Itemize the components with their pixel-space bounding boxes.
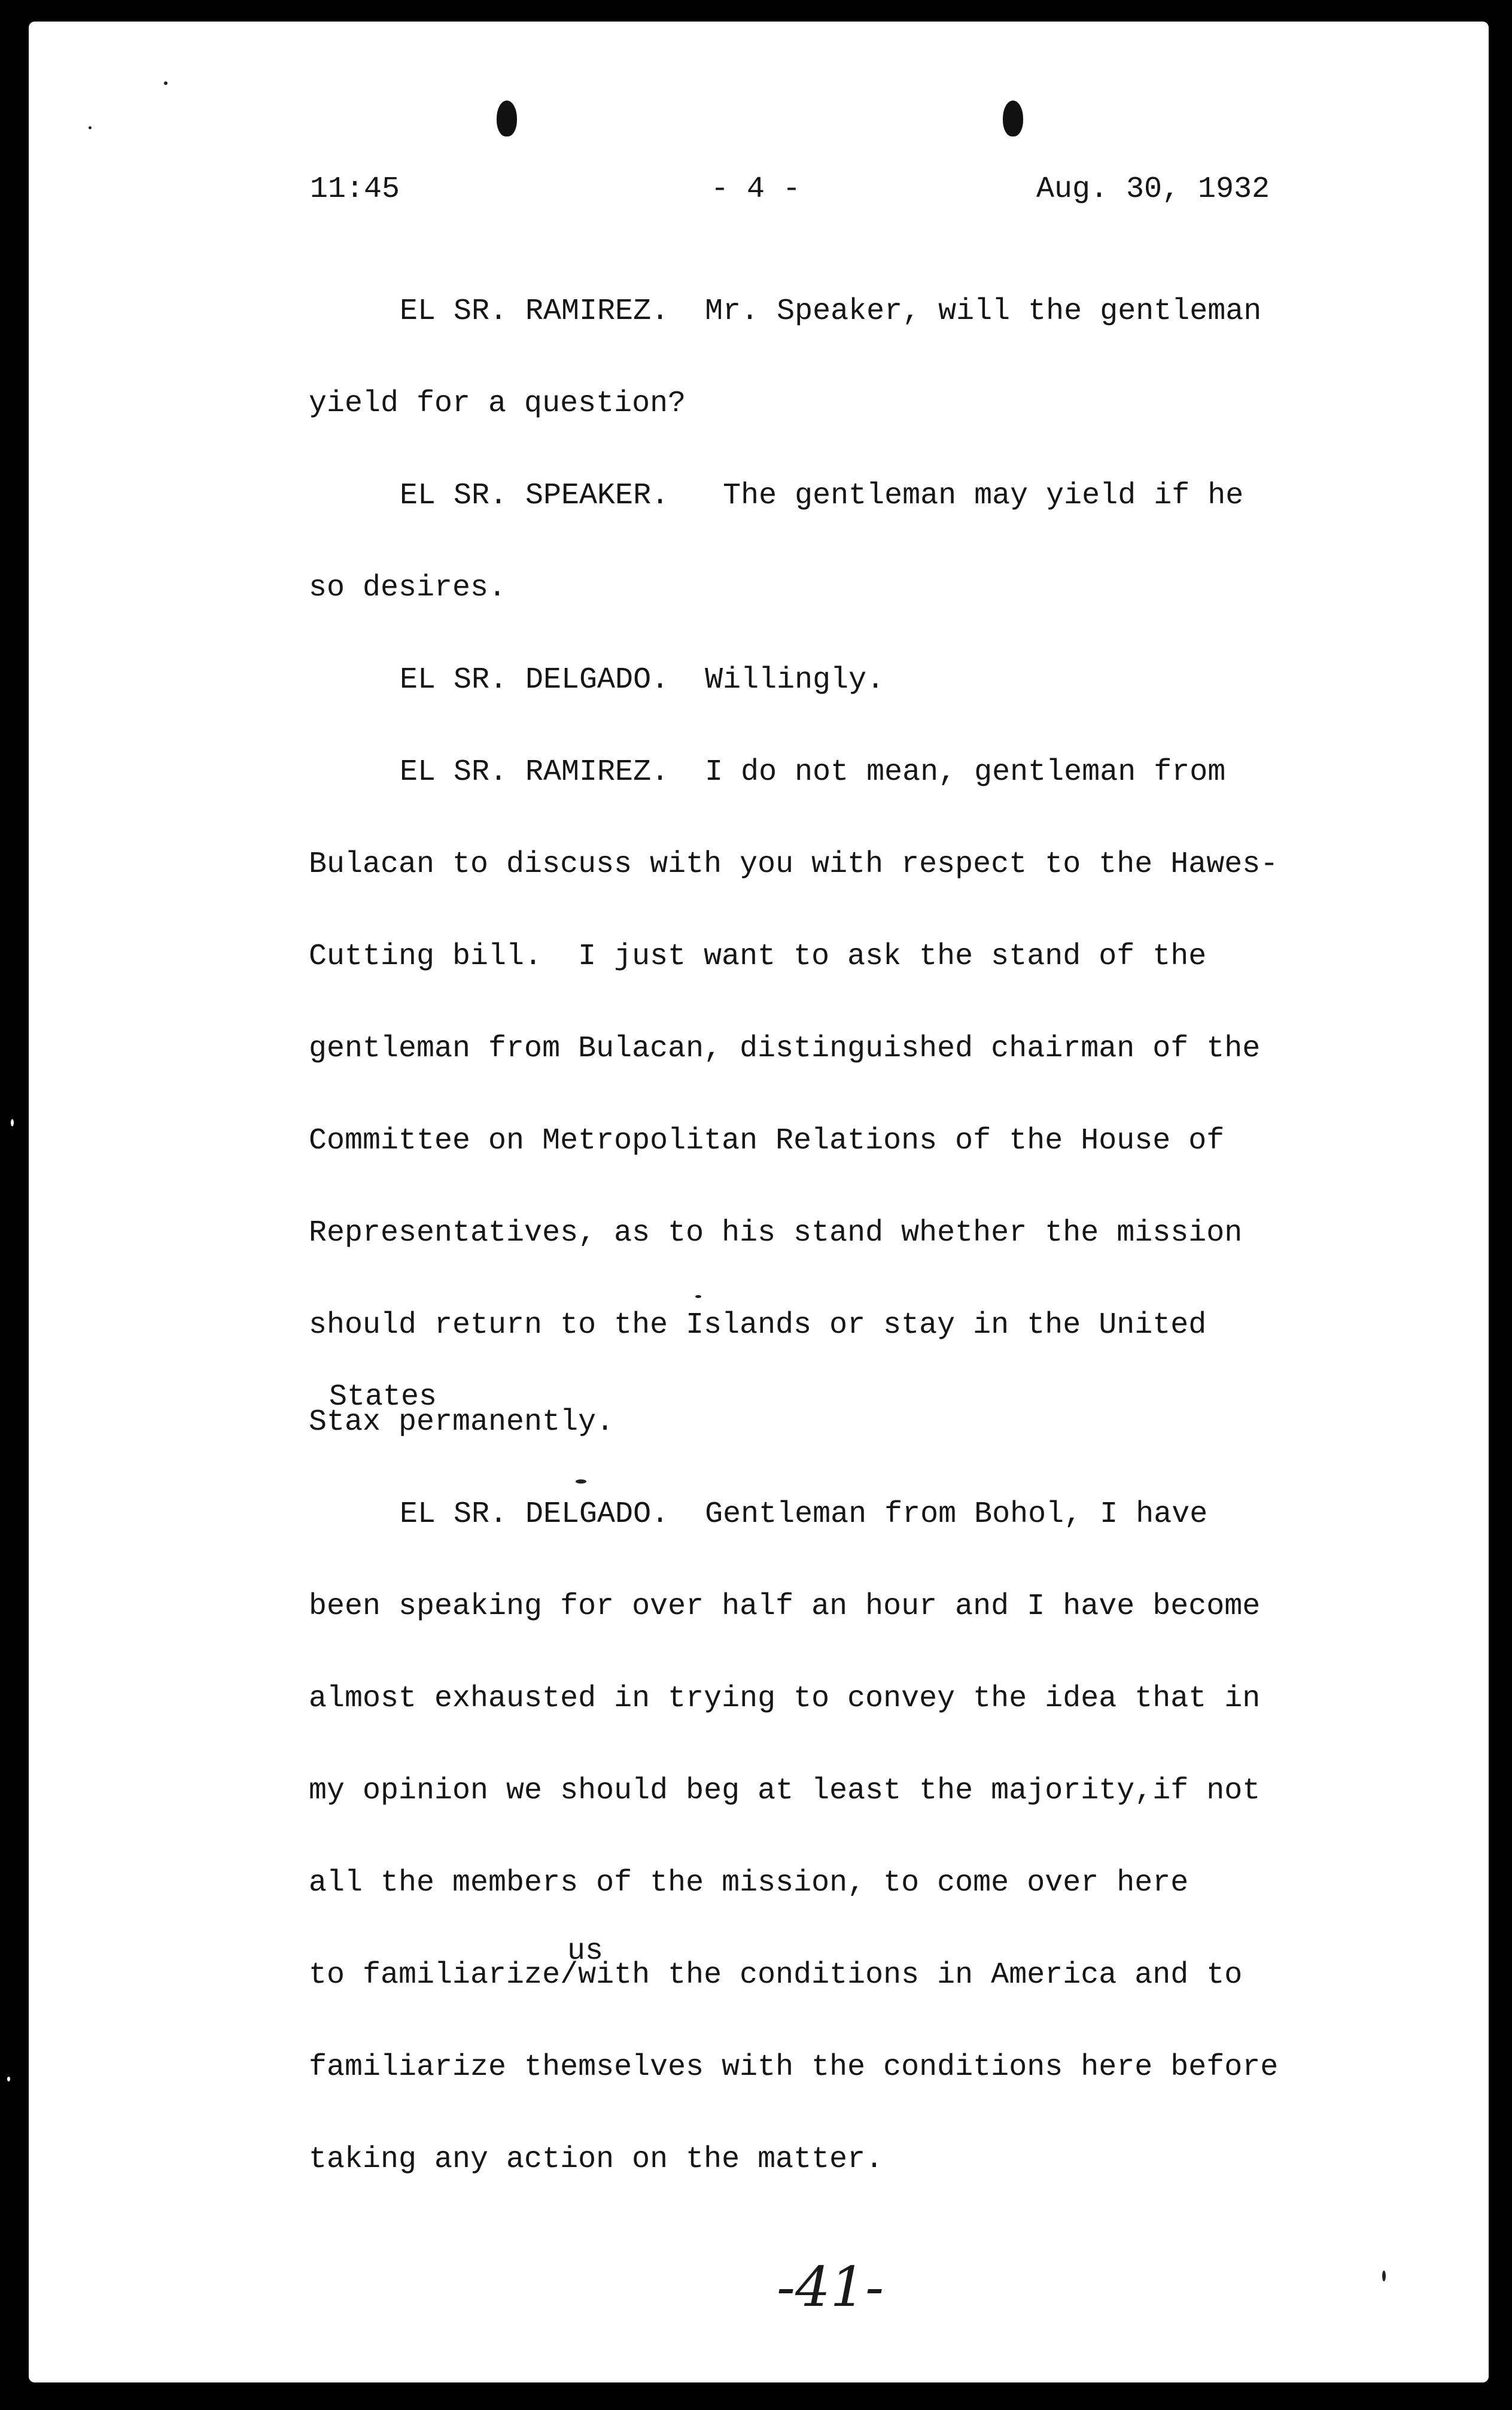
scan-speck [7, 2077, 10, 2081]
header-date: Aug. 30, 1932 [1036, 172, 1270, 206]
interlinear-correction: States [329, 1380, 437, 1414]
text-line: been speaking for over half an hour and I have become [309, 1590, 1261, 1624]
text-line: to familiarize/with the conditions in America and to [309, 1958, 1243, 1992]
text-line: so desires. [309, 571, 507, 605]
scan-speck [695, 1295, 701, 1298]
header-time: 11:45 [310, 172, 400, 206]
text-line: Stax permanently. [309, 1405, 614, 1439]
text-line: Cutting bill. I just want to ask the stand of the [309, 940, 1207, 974]
text-line: should return to the Islands or stay in the United [309, 1308, 1207, 1342]
punch-hole-right [1003, 101, 1023, 136]
punch-hole-left [497, 101, 517, 136]
text-line: my opinion we should beg at least the majority,if not [309, 1774, 1261, 1808]
text-line: EL SR. SPEAKER. The gentleman may yield if he [400, 479, 1244, 513]
scan-speck [11, 1119, 14, 1126]
text-line: yield for a question? [309, 387, 686, 421]
scan-speck [89, 126, 92, 129]
handwritten-page-number: -41- [777, 2255, 884, 2319]
text-line: Representatives, as to his stand whether the mission [309, 1216, 1243, 1250]
text-line: all the members of the mission, to come over here [309, 1866, 1189, 1900]
typewritten-page [29, 22, 1489, 2382]
text-line: EL SR. RAMIREZ. I do not mean, gentleman from [400, 755, 1226, 789]
text-line: almost exhausted in trying to convey the idea that in [309, 1682, 1261, 1716]
scan-speck [1382, 2271, 1386, 2281]
scan-speck [576, 1479, 586, 1484]
text-line: EL SR. DELGADO. Gentleman from Bohol, I have [400, 1497, 1208, 1531]
text-line: EL SR. RAMIREZ. Mr. Speaker, will the gentleman [400, 294, 1262, 329]
text-line: Committee on Metropolitan Relations of the House of [309, 1124, 1225, 1158]
text-line: EL SR. DELGADO. Willingly. [400, 663, 885, 697]
text-line: taking any action on the matter. [309, 2142, 884, 2177]
text-line: Bulacan to discuss with you with respect to the Hawes- [309, 847, 1279, 882]
scan-speck [164, 81, 168, 85]
header-page-marker: - 4 - [711, 172, 801, 206]
text-line: gentleman from Bulacan, distinguished chairman of the [309, 1032, 1261, 1066]
text-line: familiarize themselves with the conditions here before [309, 2050, 1279, 2084]
interlinear-correction: us [567, 1934, 604, 1968]
